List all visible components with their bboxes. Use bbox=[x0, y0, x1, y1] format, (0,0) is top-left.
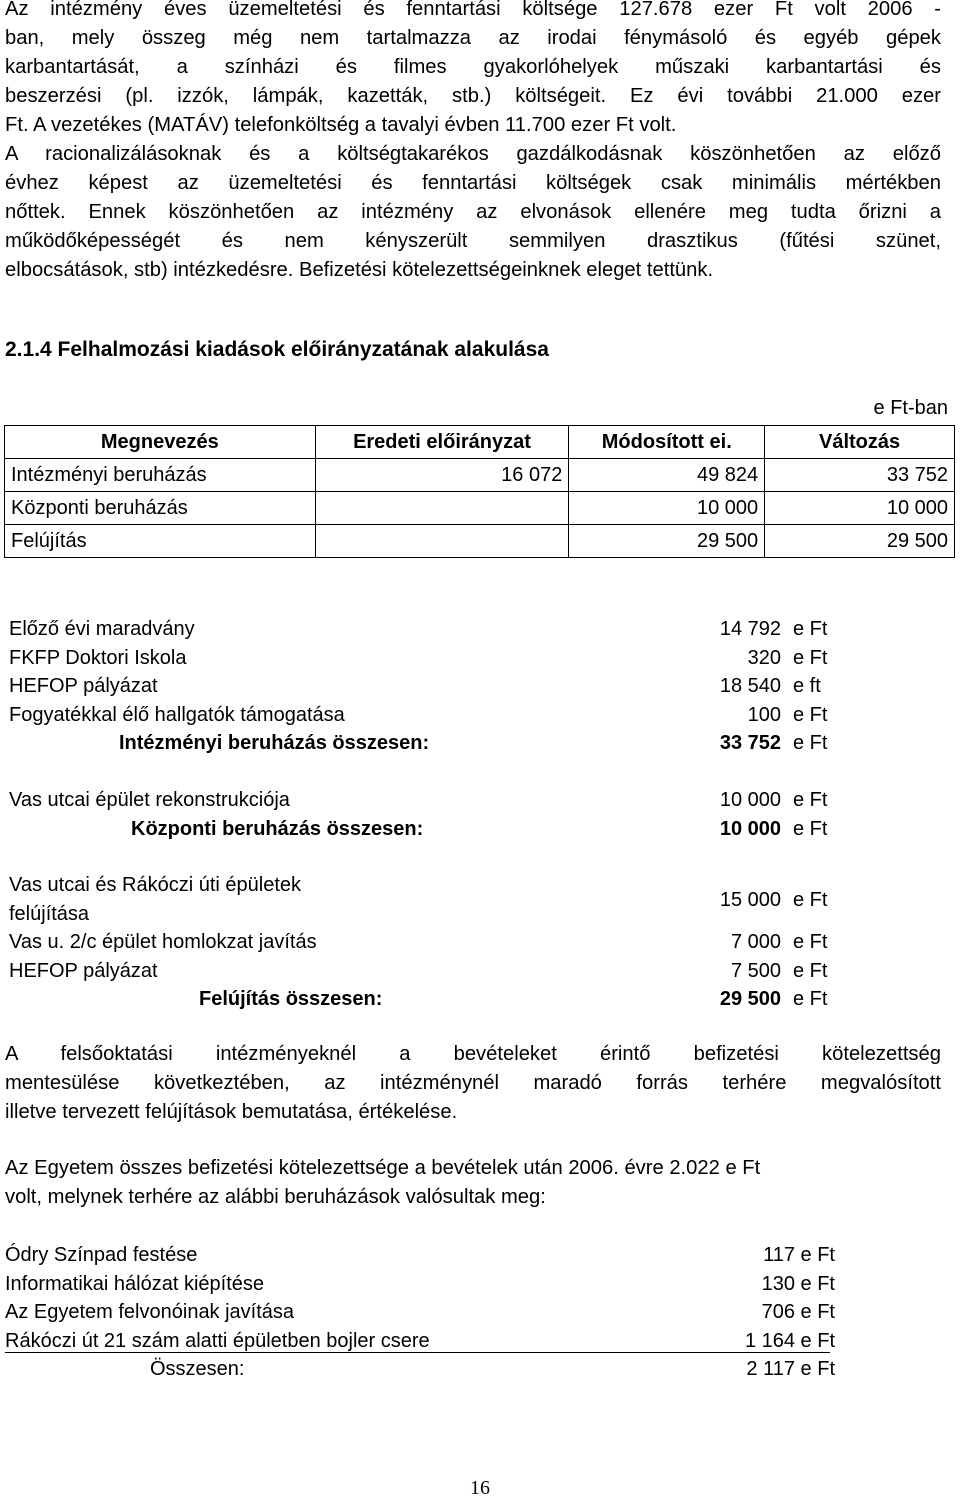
table-header-cell: Eredeti előirányzat bbox=[315, 426, 569, 459]
table-row bbox=[5, 459, 955, 492]
table-cell: 29 500 bbox=[765, 525, 955, 558]
item-unit: e Ft bbox=[793, 988, 828, 1010]
list-item bbox=[9, 672, 839, 701]
total-label: Összesen: bbox=[150, 1358, 245, 1380]
table-cell: Központi beruházás bbox=[5, 492, 316, 525]
item-label: Ódry Színpad festése bbox=[5, 1244, 198, 1266]
item-label: Előző évi maradvány bbox=[9, 618, 195, 640]
item-label: Fogyatékkal élő hallgatók támogatása bbox=[9, 703, 345, 726]
item-value: 7 500 bbox=[730, 959, 781, 982]
table-cell: 10 000 bbox=[569, 492, 765, 525]
list-item bbox=[9, 871, 839, 928]
item-label-line: felújítása bbox=[9, 902, 90, 925]
item-unit: e Ft bbox=[793, 959, 828, 982]
total-value: 2 117 e Ft bbox=[746, 1358, 835, 1380]
item-unit: e ft bbox=[793, 675, 821, 697]
subtotal-label: Központi beruházás összesen: bbox=[131, 817, 424, 840]
table-header-row bbox=[5, 426, 955, 459]
item-label-line: Vas utcai és Rákóczi úti épületek bbox=[9, 874, 302, 896]
item-label: Informatikai hálózat kiépítése bbox=[5, 1272, 265, 1295]
table-cell: 16 072 bbox=[315, 459, 569, 492]
text-line: elbocsátások, stb) intézkedésre. Befizetési kötelezettségeinknek eleget tettünk. bbox=[5, 259, 714, 281]
renovation-list bbox=[9, 871, 839, 1014]
subtotal-value: 33 752 bbox=[719, 732, 781, 754]
text-line: Ft. A vezetékes (MATÁV) telefonköltség a tavalyi évben 11.700 ezer Ft volt. bbox=[5, 114, 677, 136]
text-line: működőképességét és nem kényszerült semmilyen drasztikus (fűtési szünet, bbox=[5, 230, 941, 252]
item-value: 320 bbox=[747, 646, 781, 669]
item-value: 18 540 bbox=[719, 675, 781, 697]
list-item bbox=[5, 1327, 835, 1356]
page-number: 16 bbox=[470, 1477, 490, 1499]
table-header-cell: Megnevezés bbox=[5, 426, 316, 459]
item-unit: e Ft bbox=[793, 889, 828, 911]
item-unit: e Ft bbox=[793, 703, 828, 726]
list-item bbox=[5, 1298, 835, 1327]
item-value: 14 792 bbox=[719, 618, 781, 640]
item-value: 15 000 bbox=[719, 889, 781, 911]
text-line: beszerzési (pl. izzók, lámpák, kazetták, stb.) költségeit. Ez évi további 21.000 ezer bbox=[5, 85, 941, 107]
list-item bbox=[9, 957, 839, 986]
text-line: karbantartását, a színházi és filmes gyakorlóhelyek műszaki karbantartási és bbox=[5, 56, 941, 78]
table-cell: 33 752 bbox=[765, 459, 955, 492]
item-value: 130 e Ft bbox=[761, 1272, 835, 1295]
list-item bbox=[5, 1270, 835, 1299]
list-item bbox=[9, 786, 839, 815]
item-value: 7 000 bbox=[730, 931, 781, 953]
investment-list bbox=[9, 615, 839, 758]
table-header-cell: Módosított ei. bbox=[569, 426, 765, 459]
table-cell: 49 824 bbox=[569, 459, 765, 492]
subtotal-row bbox=[9, 815, 839, 844]
text-line: nőttek. Ennek köszönhetően az intézmény az elvonások ellenére meg tudta őrizni a bbox=[5, 201, 941, 223]
text-line: Az Egyetem összes befizetési kötelezettsége a bevételek után 2006. évre 2.022 e Ft bbox=[5, 1157, 761, 1179]
item-value: 1 164 e Ft bbox=[744, 1329, 835, 1352]
total-row bbox=[5, 1355, 835, 1384]
subtotal-label: Felújítás összesen: bbox=[199, 988, 383, 1010]
table-row bbox=[5, 492, 955, 525]
subtotal-row bbox=[9, 729, 839, 758]
item-value: 117 e Ft bbox=[763, 1244, 835, 1266]
table-cell: Felújítás bbox=[5, 525, 316, 558]
text-line: mentesülése következtében, az intézménynél maradó forrás terhére megvalósított bbox=[5, 1072, 941, 1094]
project-list bbox=[5, 1241, 835, 1384]
item-label: HEFOP pályázat bbox=[9, 959, 158, 982]
table-row bbox=[5, 525, 955, 558]
subtotal-label: Intézményi beruházás összesen: bbox=[119, 732, 430, 754]
text-line: évhez képest az üzemeltetési és fenntartási költségek csak minimális mértékben bbox=[5, 172, 941, 194]
subtotal-value: 29 500 bbox=[719, 988, 781, 1010]
text-line: ban, mely összeg még nem tartalmazza az irodai fénymásoló és egyéb gépek bbox=[5, 27, 941, 49]
text-line: volt, melynek terhére az alábbi beruházások valósultak meg: bbox=[5, 1186, 546, 1208]
item-label: Rákóczi út 21 szám alatti épületben bojler csere bbox=[5, 1329, 430, 1352]
item-unit: e Ft bbox=[793, 732, 828, 754]
total-divider bbox=[5, 1352, 830, 1353]
item-label: Vas utcai épület rekonstrukciója bbox=[9, 789, 290, 811]
table-cell bbox=[315, 492, 569, 525]
list-item bbox=[9, 928, 839, 957]
table-cell: 29 500 bbox=[569, 525, 765, 558]
section-heading: 2.1.4 Felhalmozási kiadások előirányzatának alakulása bbox=[5, 338, 549, 361]
item-value: 706 e Ft bbox=[761, 1301, 835, 1323]
list-item bbox=[9, 615, 839, 644]
budget-table bbox=[4, 425, 955, 558]
item-unit: e Ft bbox=[793, 618, 828, 640]
intro-paragraph bbox=[5, 0, 941, 285]
item-unit: e Ft bbox=[793, 646, 828, 669]
text-line: A racionalizálásoknak és a költségtakarékos gazdálkodásnak köszönhetően az előző bbox=[5, 143, 941, 165]
table-cell: 10 000 bbox=[765, 492, 955, 525]
subtotal-value: 10 000 bbox=[719, 817, 781, 840]
list-item bbox=[5, 1241, 835, 1270]
paragraph-obligation bbox=[5, 1154, 941, 1212]
list-item bbox=[9, 701, 839, 730]
item-label: HEFOP pályázat bbox=[9, 675, 158, 697]
table-cell: Intézményi beruházás bbox=[5, 459, 316, 492]
table-cell bbox=[315, 525, 569, 558]
text-line: A felsőoktatási intézményeknél a bevételeket érintő befizetési kötelezettség bbox=[5, 1043, 941, 1065]
item-unit: e Ft bbox=[793, 931, 828, 953]
item-unit: e Ft bbox=[793, 789, 828, 811]
text-line: Az intézmény éves üzemeltetési és fenntartási költsége 127.678 ezer Ft volt 2006 - bbox=[5, 0, 941, 20]
text-line: illetve tervezett felújítások bemutatása, értékelése. bbox=[5, 1101, 458, 1123]
paragraph-exemption bbox=[5, 1040, 941, 1127]
subtotal-row bbox=[9, 985, 839, 1014]
item-label: Az Egyetem felvonóinak javítása bbox=[5, 1301, 295, 1323]
table-unit-note: e Ft-ban bbox=[873, 397, 948, 419]
item-label: FKFP Doktori Iskola bbox=[9, 646, 187, 669]
item-value: 100 bbox=[747, 703, 781, 726]
list-item bbox=[9, 644, 839, 673]
table-header-cell: Változás bbox=[765, 426, 955, 459]
central-list bbox=[9, 786, 839, 843]
item-label: Vas u. 2/c épület homlokzat javítás bbox=[9, 931, 317, 953]
item-value: 10 000 bbox=[719, 789, 781, 811]
item-unit: e Ft bbox=[793, 817, 828, 840]
